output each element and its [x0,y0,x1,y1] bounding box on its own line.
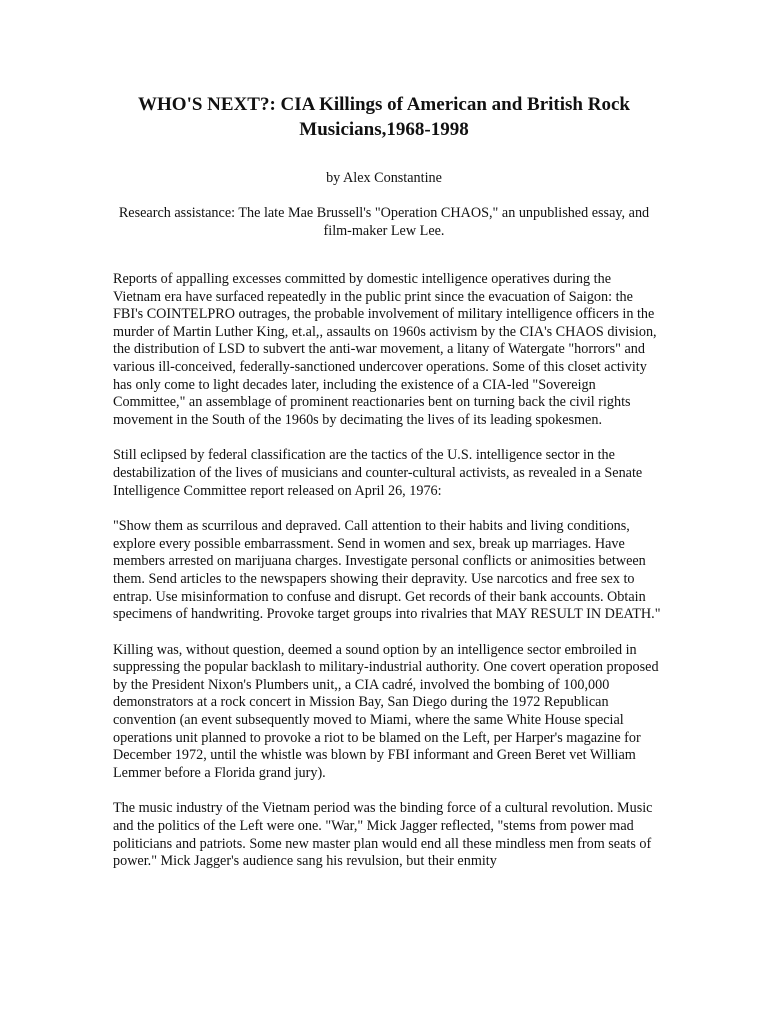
title-line-1: WHO'S NEXT?: CIA Killings of American and British Rock [138,94,630,115]
title-line-2: Musicians,1968-1998 [299,119,469,140]
document-title [90,92,678,142]
paragraph-killing-option: Killing was, without question, deemed a sound option by an intelligence sector embroiled in suppressing the popular backlash to military-industrial authority. One covert operation proposed by the President Nixon's Plumbers unit,, a CIA cadré, involved the bombing of 100,000 demonstrators at a rock concert in Mission Bay, San Diego during the 1972 Republican convention (an event subsequently moved to Miami, where the same White House special operations unit planned to provoke a riot to be blamed on the Left, per Harper's magazine for December 1972, until the whistle was blown by FBI informant and Green Beret vet William Lemmer before a Florida grand jury). [113,641,659,781]
paragraph-intelligence-excesses: Reports of appalling excesses committed by domestic intelligence operatives during the Vietnam era have surfaced repeatedly in the public print since the evacuation of Saigon: the FBI's COINTELPRO outrages, the probable involvement of military intelligence officers in the murder of Martin Luther King, et.al,, assaults on 1960s activism by the CIA's CHAOS division, the distribution of LSD to subvert the anti-war movement, a litany of Watergate "horrors" and various ill-conceived, federally-sanctioned undercover operations. Some of this closet activity has only come to light decades later, including the existence of a CIA-led "Sovereign Committee," an assemblage of prominent reactionaries bent on turning back the civil rights movement in the South of the 1960s by decimating the lives of its leading spokesmen. [113,271,657,428]
article-body [113,271,661,889]
paragraph-senate-report: Still eclipsed by federal classification are the tactics of the U.S. intelligence sector in the destabilization of the lives of musicians and counter-cultural activists, as revealed in a Senate Intelligence Committee report released on April 26, 1976: [113,447,643,499]
paragraph-report-quote: "Show them as scurrilous and depraved. Call attention to their habits and living conditions, explore every possible embarrassment. Send in women and sex, break up marriages. Have members arrested on marijuana charges. Investigate personal conflicts or animosities between them. Send articles to the newspapers showing their depravity. Use narcotics and free sex to entrap. Use misinformation to confuse and disrupt. Get records of their bank accounts. Obtain specimens of handwriting. Provoke target groups into rivalries that MAY RESULT IN DEATH." [113,518,661,623]
research-assistance-note: Research assistance: The late Mae Brussell's "Operation CHAOS," an unpublished essay, and film-maker Lew Lee. [118,205,650,239]
author-byline: by Alex Constantine [326,170,442,186]
paragraph-music-industry: The music industry of the Vietnam period was the binding force of a cultural revolution. Music and the politics of the Left were one. "War," Mick Jagger reflected, "stems from power mad politicians and patriots. Some new master plan would end all these mindless men from seats of power." Mick Jagger's audience sang his revulsion, but their enmity [113,800,653,870]
